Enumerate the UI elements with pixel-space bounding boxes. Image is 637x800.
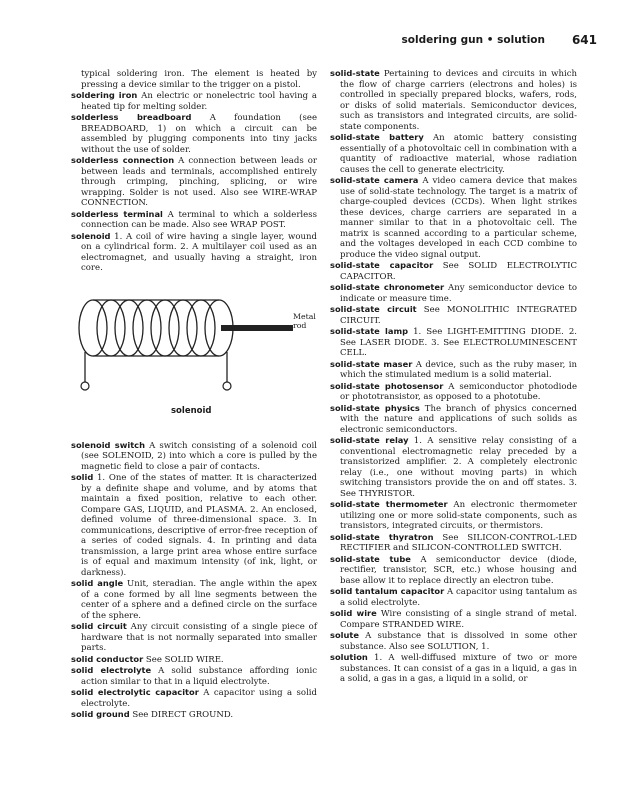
entry-term: solid-state battery: [330, 132, 424, 142]
metal-rod: [221, 325, 293, 331]
entry-solenoid: solenoid 1. A coil of wire having a single layer, wound on a cylindrical form. 2. A multilayer coil used as an electromagnet, and usually having a straight, iron core.: [71, 230, 318, 273]
entry-term: solid-state capacitor: [330, 260, 434, 270]
entry-term: solenoid: [71, 230, 111, 241]
entry-solenoid-switch: solenoid switch A switch consisting of a solenoid coil (see SOLENOID, 2) into which a core is pulled by the magnetic field to close a pair of contacts.: [71, 439, 317, 472]
entry-solid-conductor: solid conductor See SOLID WIRE.: [71, 653, 224, 665]
entry-term: solid-state thermometer: [330, 499, 448, 509]
entry-solid-state-relay: solid-state relay 1. A sensitive relay consisting of a conventional electromagnetic relay preceded by a transistorized amplifier. 2. A completely electronic relay (i.e., one without moving parts) in which switching transistors provide the on and off states. 3. See THYRISTOR.: [330, 435, 578, 499]
entry-term: solenoid switch: [71, 439, 145, 450]
entry-solid-circuit: solid circuit Any circuit consisting of a single piece of hardware that is not normally separated into smaller parts.: [71, 621, 317, 653]
page-number: 641: [571, 33, 597, 47]
metal-rod-label: Metal rod: [293, 311, 316, 330]
entry-solid-electrolytic-capacitor: solid electrolytic capacitor A capacitor using a solid electrolyte.: [71, 687, 318, 709]
entry-term: solid-state lamp: [330, 326, 409, 336]
entry-term: solid electrolytic capacitor: [71, 687, 199, 697]
entry-term: solid-state chronometer: [330, 282, 445, 292]
entry-term: solid-state maser: [330, 358, 413, 369]
right-terminal: [223, 382, 231, 390]
entry-solid-angle: solid angle Unit, steradian. The angle within the apex of a cone formed by all line segments between the center of a sphere and a defined circle on the surface of the sphere.: [71, 578, 317, 621]
entry-term: solid-state circuit: [330, 304, 417, 314]
entry-term: soldering iron: [71, 90, 138, 100]
solenoid-figure: [71, 280, 317, 430]
entry-term: solid angle: [71, 578, 124, 588]
left-terminal: [81, 382, 89, 390]
entry-solderless-terminal: solderless terminal A terminal to which a solderless connection can be made. Also see WRAP POST.: [71, 208, 317, 230]
entry-term: solid wire: [330, 608, 377, 618]
entry-term: solderless connection: [71, 155, 175, 165]
figure-caption: solenoid: [171, 405, 212, 416]
entry-soldering-iron: soldering iron An electric or nonelectric tool having a heated tip for melting solder.: [71, 90, 317, 112]
entry-solid-state-camera: solid-state camera A video camera device that makes use of solid-state technology. The target is a matrix of charge-coupled devices (CCDs). When light strikes these devices, charge carriers are separated in a manner similar to that in a photovoltaic cell. The matrix is scanned according to a particular scheme, and the voltages developed in each CCD combine to produce the video signal output.: [330, 175, 577, 260]
entry-term: solution: [330, 652, 368, 662]
entry-solid-state-chronometer: solid-state chronometer Any semiconductor device to indicate or measure time.: [330, 282, 577, 304]
entry-solid-state-thyratron: solid-state thyratron See SILICON-CONTROL-LED RECTIFIER and SILICON-CONTROLLED SWITCH.: [330, 531, 577, 553]
entry-solid-state-physics: solid-state physics The branch of physics concerned with the nature and applications of such solids as electronic semiconductors.: [330, 402, 578, 435]
entry-term: solderless terminal: [71, 208, 163, 219]
entry-term: solid-state photosensor: [330, 380, 444, 391]
entry-term: solid circuit: [71, 621, 127, 631]
entry-solution: solution 1. A well-diffused mixture of two or more substances. It can consist of a gas in a liquid, a gas in a solid, a gas in a gas, a liquid in a solid, or: [330, 652, 577, 684]
entry-continued: typical soldering iron. The element is heated by pressing a device similar to the trigger on a pistol.: [81, 69, 317, 90]
entry-solid-state-thermometer: solid-state thermometer An electronic thermometer utilizing one or more solid-state components, such as transistors, integrated circuits, or thermistors.: [330, 499, 578, 531]
entry-term: solid-state tube: [330, 553, 411, 564]
entry-solid-ground: solid ground See DIRECT GROUND.: [71, 709, 234, 720]
right-column: [330, 68, 577, 685]
entry-solid-electrolyte: solid electrolyte A solid substance affording ionic action similar to that in a liquid electrolyte.: [71, 665, 317, 687]
entry-solute: solute A substance that is dissolved in some other substance. Also see SOLUTION, 1.: [330, 630, 578, 652]
entry-term: solid-state thyratron: [330, 531, 434, 542]
entry-term: solid electrolyte: [71, 665, 152, 675]
entry-term: solid-state camera: [330, 175, 419, 185]
entry-term: solid-state: [330, 68, 380, 78]
entry-solid-state-maser: solid-state maser A device, such as the ruby maser, in which the stimulated medium is a solid material.: [330, 358, 578, 380]
entry-term: solid-state relay: [330, 435, 409, 445]
entry-term: solderless breadboard: [71, 112, 192, 122]
entry-solid-state-circuit: solid-state circuit See MONOLITHIC INTEGRATED CIRCUIT.: [330, 304, 578, 326]
entry-term: solute: [330, 630, 359, 640]
entry-solid-state: solid-state Pertaining to devices and circuits in which the flow of charge carriers (electrons and holes) is controlled in specially prepared blocks, wafers, rods, or disks of solid materials. Semiconductor devices, such as transistors and integrated circuits, are solid-state components.: [330, 68, 577, 132]
running-header: [0, 34, 637, 48]
entry-solid-state-lamp: solid-state lamp 1. See LIGHT-EMITTING DIODE. 2. See LASER DIODE. 3. See ELECTROLUMINESCENT CELL.: [330, 326, 577, 358]
entry-term: solid ground: [71, 709, 130, 719]
entry-solid-state-capacitor: solid-state capacitor See SOLID ELECTROLYTIC CAPACITOR.: [330, 260, 577, 282]
guide-words: soldering gun • solution: [401, 34, 545, 46]
entry-solid-tantalum-capacitor: solid tantalum capacitor A capacitor using tantalum as a solid electrolyte.: [330, 586, 577, 608]
entry-solid-state-tube: solid-state tube A semiconductor device (diode, rectifier, transistor, SCR, etc.) whose housing and base allow it to replace directly an electron tube.: [330, 553, 578, 586]
entry-solid-wire: solid wire Wire consisting of a single strand of metal. Compare STRANDED WIRE.: [330, 608, 578, 630]
entry-solderless-breadboard: solderless breadboard A foundation (see BREADBOARD, 1) on which a circuit can be assembled by plugging components into tiny jacks without the use of solder.: [71, 112, 318, 155]
entry-solid-state-photosensor: solid-state photosensor A semiconductor photodiode or phototransistor, as opposed to a phototube.: [330, 380, 578, 402]
entry-solid: solid 1. One of the states of matter. It is characterized by a definite shape and volume, and by atoms that maintain a fixed position, relative to each other. Compare GAS, LIQUID, and PLASMA. 2. An enclosed, defined volume of three-dimensional space. 3. In communications, descriptive of error-free reception of a series of coded signals. 4. In printing and data transmission, a large print area whose entire surface is of equal and maximum intensity (of ink, light, or darkness).: [71, 472, 317, 578]
entry-term: solid: [71, 472, 94, 482]
entry-solderless-connection: solderless connection A connection between leads or between leads and terminals, accomplished entirely through crimping, pinching, splicing, or wire wrapping. Solder is not used. Also see WIRE-WRAP CONNECTION.: [71, 155, 317, 208]
entry-term: solid-state physics: [330, 402, 420, 413]
left-column: [71, 68, 317, 721]
entry-solid-state-battery: solid-state battery An atomic battery consisting essentially of a photovoltaic cell in combination with a quantity of radioactive material, whose radiation causes the cell to generate electricity.: [330, 132, 578, 175]
entry-term: solid tantalum capacitor: [330, 586, 445, 596]
entry-term: solid conductor: [71, 653, 144, 664]
